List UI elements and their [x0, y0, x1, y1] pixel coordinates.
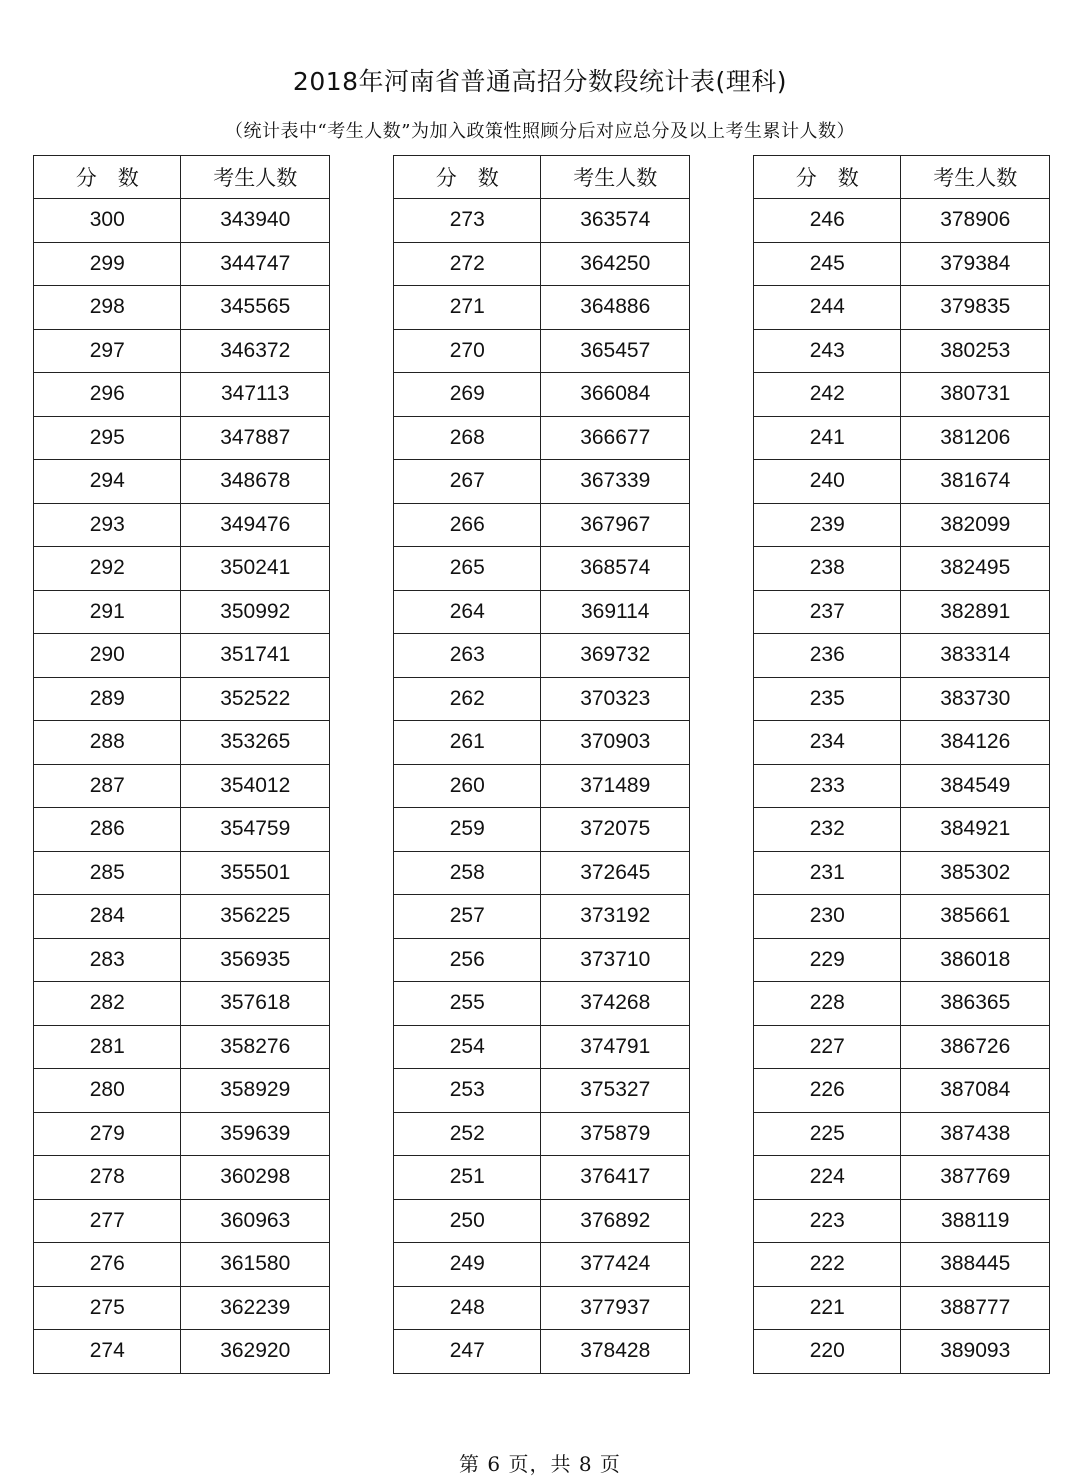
count-cell: 359639: [181, 1112, 330, 1156]
count-cell: 374268: [541, 982, 690, 1026]
table-row: [34, 199, 330, 243]
count-cell: 374791: [541, 1025, 690, 1069]
score-cell: 298: [34, 286, 181, 330]
table-row: [754, 634, 1050, 678]
count-cell: 363574: [541, 199, 690, 243]
table-row: [754, 677, 1050, 721]
score-cell: 253: [394, 1069, 541, 1113]
score-column-header: 分 数: [754, 156, 901, 199]
count-cell: 380731: [901, 373, 1050, 417]
count-cell: 350992: [181, 590, 330, 634]
count-cell: 388777: [901, 1286, 1050, 1330]
table-row: [34, 634, 330, 678]
table-row: [394, 286, 690, 330]
page-subtitle: （统计表中“考生人数”为加入政策性照顾分后对应总分及以上考生累计人数）: [225, 121, 855, 142]
score-cell: 257: [394, 895, 541, 939]
table-row: [34, 329, 330, 373]
table-header-row: [394, 156, 690, 199]
score-cell: 292: [34, 547, 181, 591]
table-row: [754, 1286, 1050, 1330]
score-cell: 230: [754, 895, 901, 939]
count-cell: 356935: [181, 938, 330, 982]
score-table-2: [393, 155, 690, 1374]
score-cell: 281: [34, 1025, 181, 1069]
score-cell: 277: [34, 1199, 181, 1243]
table-row: [394, 721, 690, 765]
table-row: [34, 721, 330, 765]
score-cell: 288: [34, 721, 181, 765]
table-row: [34, 1199, 330, 1243]
score-cell: 274: [34, 1330, 181, 1374]
score-cell: 272: [394, 242, 541, 286]
count-cell: 357618: [181, 982, 330, 1026]
score-cell: 234: [754, 721, 901, 765]
table-row: [34, 1330, 330, 1374]
count-cell: 379384: [901, 242, 1050, 286]
score-cell: 278: [34, 1156, 181, 1200]
score-cell: 250: [394, 1199, 541, 1243]
table-row: [754, 460, 1050, 504]
table-row: [394, 1112, 690, 1156]
count-cell: 361580: [181, 1243, 330, 1287]
count-cell: 386018: [901, 938, 1050, 982]
count-cell: 370323: [541, 677, 690, 721]
count-cell: 356225: [181, 895, 330, 939]
table-row: [394, 851, 690, 895]
count-cell: 382099: [901, 503, 1050, 547]
count-cell: 364886: [541, 286, 690, 330]
count-cell: 388119: [901, 1199, 1050, 1243]
table-row: [34, 1286, 330, 1330]
score-cell: 244: [754, 286, 901, 330]
table-row: [394, 764, 690, 808]
count-cell: 373710: [541, 938, 690, 982]
score-cell: 255: [394, 982, 541, 1026]
score-cell: 248: [394, 1286, 541, 1330]
score-cell: 295: [34, 416, 181, 460]
count-cell: 385302: [901, 851, 1050, 895]
score-cell: 238: [754, 547, 901, 591]
table-row: [394, 1330, 690, 1374]
score-column-header: 分 数: [34, 156, 181, 199]
score-cell: 229: [754, 938, 901, 982]
table-row: [34, 677, 330, 721]
score-cell: 249: [394, 1243, 541, 1287]
table-row: [754, 895, 1050, 939]
table-row: [394, 1069, 690, 1113]
table-header-row: [34, 156, 330, 199]
table-row: [394, 242, 690, 286]
score-cell: 269: [394, 373, 541, 417]
score-cell: 299: [34, 242, 181, 286]
count-cell: 384921: [901, 808, 1050, 852]
count-cell: 355501: [181, 851, 330, 895]
count-column-header: 考生人数: [181, 156, 330, 199]
score-cell: 297: [34, 329, 181, 373]
count-cell: 366677: [541, 416, 690, 460]
table-row: [754, 1025, 1050, 1069]
count-cell: 372645: [541, 851, 690, 895]
count-cell: 350241: [181, 547, 330, 591]
count-cell: 385661: [901, 895, 1050, 939]
count-cell: 378428: [541, 1330, 690, 1374]
score-cell: 254: [394, 1025, 541, 1069]
table-row: [394, 199, 690, 243]
score-cell: 262: [394, 677, 541, 721]
count-cell: 343940: [181, 199, 330, 243]
table-row: [34, 503, 330, 547]
score-cell: 245: [754, 242, 901, 286]
count-cell: 380253: [901, 329, 1050, 373]
count-cell: 378906: [901, 199, 1050, 243]
score-column-header: 分 数: [394, 156, 541, 199]
score-cell: 286: [34, 808, 181, 852]
table-row: [34, 851, 330, 895]
score-cell: 261: [394, 721, 541, 765]
table-row: [34, 938, 330, 982]
score-cell: 294: [34, 460, 181, 504]
count-cell: 387084: [901, 1069, 1050, 1113]
count-cell: 386726: [901, 1025, 1050, 1069]
table-row: [394, 590, 690, 634]
table-row: [754, 286, 1050, 330]
table-row: [754, 1112, 1050, 1156]
count-cell: 381206: [901, 416, 1050, 460]
count-cell: 377937: [541, 1286, 690, 1330]
page-title: 2018年河南省普通高招分数段统计表(理科): [292, 67, 788, 96]
table-row: [34, 1156, 330, 1200]
score-cell: 280: [34, 1069, 181, 1113]
count-cell: 349476: [181, 503, 330, 547]
score-cell: 221: [754, 1286, 901, 1330]
table-row: [34, 590, 330, 634]
table-row: [34, 547, 330, 591]
score-cell: 222: [754, 1243, 901, 1287]
score-cell: 268: [394, 416, 541, 460]
count-cell: 354012: [181, 764, 330, 808]
count-cell: 344747: [181, 242, 330, 286]
count-cell: 375879: [541, 1112, 690, 1156]
score-cell: 279: [34, 1112, 181, 1156]
count-cell: 354759: [181, 808, 330, 852]
count-cell: 372075: [541, 808, 690, 852]
score-cell: 236: [754, 634, 901, 678]
score-cell: 265: [394, 547, 541, 591]
count-cell: 389093: [901, 1330, 1050, 1374]
table-row: [754, 1330, 1050, 1374]
score-cell: 224: [754, 1156, 901, 1200]
count-cell: 383314: [901, 634, 1050, 678]
table-row: [394, 1199, 690, 1243]
score-table-1: [33, 155, 330, 1374]
table-row: [394, 503, 690, 547]
table-row: [394, 547, 690, 591]
score-cell: 270: [394, 329, 541, 373]
table-row: [754, 1243, 1050, 1287]
table-header-row: [754, 156, 1050, 199]
score-cell: 228: [754, 982, 901, 1026]
score-cell: 235: [754, 677, 901, 721]
table-row: [754, 590, 1050, 634]
score-cell: 242: [754, 373, 901, 417]
table-row: [34, 373, 330, 417]
score-cell: 241: [754, 416, 901, 460]
count-cell: 371489: [541, 764, 690, 808]
score-cell: 282: [34, 982, 181, 1026]
count-cell: 382891: [901, 590, 1050, 634]
count-column-header: 考生人数: [541, 156, 690, 199]
table-row: [754, 1069, 1050, 1113]
count-cell: 360963: [181, 1199, 330, 1243]
score-cell: 239: [754, 503, 901, 547]
score-cell: 246: [754, 199, 901, 243]
score-cell: 251: [394, 1156, 541, 1200]
count-cell: 347887: [181, 416, 330, 460]
score-cell: 220: [754, 1330, 901, 1374]
score-cell: 263: [394, 634, 541, 678]
count-cell: 346372: [181, 329, 330, 373]
table-row: [34, 286, 330, 330]
count-cell: 387769: [901, 1156, 1050, 1200]
count-cell: 348678: [181, 460, 330, 504]
score-table-3: [753, 155, 1050, 1374]
score-cell: 232: [754, 808, 901, 852]
table-row: [754, 1156, 1050, 1200]
count-cell: 366084: [541, 373, 690, 417]
count-cell: 386365: [901, 982, 1050, 1026]
count-cell: 347113: [181, 373, 330, 417]
score-cell: 271: [394, 286, 541, 330]
count-cell: 367967: [541, 503, 690, 547]
score-cell: 258: [394, 851, 541, 895]
score-cell: 296: [34, 373, 181, 417]
table-row: [394, 938, 690, 982]
table-row: [34, 1243, 330, 1287]
table-row: [394, 634, 690, 678]
count-cell: 370903: [541, 721, 690, 765]
count-cell: 369114: [541, 590, 690, 634]
count-column-header: 考生人数: [901, 156, 1050, 199]
count-cell: 345565: [181, 286, 330, 330]
count-cell: 368574: [541, 547, 690, 591]
score-cell: 284: [34, 895, 181, 939]
score-cell: 273: [394, 199, 541, 243]
table-row: [754, 329, 1050, 373]
table-row: [754, 242, 1050, 286]
score-cell: 300: [34, 199, 181, 243]
table-row: [394, 1243, 690, 1287]
count-cell: 383730: [901, 677, 1050, 721]
table-row: [394, 895, 690, 939]
table-row: [754, 1199, 1050, 1243]
count-cell: 353265: [181, 721, 330, 765]
count-cell: 362239: [181, 1286, 330, 1330]
score-cell: 233: [754, 764, 901, 808]
count-cell: 360298: [181, 1156, 330, 1200]
table-row: [754, 547, 1050, 591]
score-cell: 291: [34, 590, 181, 634]
score-cell: 256: [394, 938, 541, 982]
table-row: [34, 764, 330, 808]
score-cell: 247: [394, 1330, 541, 1374]
table-row: [394, 982, 690, 1026]
table-row: [34, 1025, 330, 1069]
count-cell: 352522: [181, 677, 330, 721]
score-cell: 259: [394, 808, 541, 852]
count-cell: 387438: [901, 1112, 1050, 1156]
table-row: [754, 764, 1050, 808]
table-row: [394, 1156, 690, 1200]
table-row: [34, 808, 330, 852]
score-cell: 287: [34, 764, 181, 808]
score-cell: 227: [754, 1025, 901, 1069]
score-cell: 267: [394, 460, 541, 504]
count-cell: 362920: [181, 1330, 330, 1374]
score-cell: 243: [754, 329, 901, 373]
table-row: [394, 677, 690, 721]
count-cell: 373192: [541, 895, 690, 939]
score-cell: 223: [754, 1199, 901, 1243]
count-cell: 376892: [541, 1199, 690, 1243]
score-cell: 252: [394, 1112, 541, 1156]
score-cell: 226: [754, 1069, 901, 1113]
count-cell: 377424: [541, 1243, 690, 1287]
score-cell: 231: [754, 851, 901, 895]
count-cell: 358929: [181, 1069, 330, 1113]
count-cell: 367339: [541, 460, 690, 504]
table-row: [754, 416, 1050, 460]
table-row: [34, 242, 330, 286]
count-cell: 382495: [901, 547, 1050, 591]
table-row: [394, 416, 690, 460]
count-cell: 375327: [541, 1069, 690, 1113]
table-row: [394, 1286, 690, 1330]
count-cell: 358276: [181, 1025, 330, 1069]
count-cell: 379835: [901, 286, 1050, 330]
table-row: [394, 808, 690, 852]
count-cell: 381674: [901, 460, 1050, 504]
count-cell: 351741: [181, 634, 330, 678]
table-row: [754, 721, 1050, 765]
table-row: [34, 460, 330, 504]
score-cell: 240: [754, 460, 901, 504]
score-cell: 225: [754, 1112, 901, 1156]
score-cell: 276: [34, 1243, 181, 1287]
score-cell: 275: [34, 1286, 181, 1330]
table-row: [34, 982, 330, 1026]
table-row: [34, 416, 330, 460]
score-cell: 283: [34, 938, 181, 982]
table-row: [394, 329, 690, 373]
count-cell: 365457: [541, 329, 690, 373]
table-row: [34, 895, 330, 939]
count-cell: 384549: [901, 764, 1050, 808]
table-row: [394, 460, 690, 504]
table-row: [754, 808, 1050, 852]
count-cell: 364250: [541, 242, 690, 286]
table-row: [754, 982, 1050, 1026]
table-row: [754, 373, 1050, 417]
score-cell: 289: [34, 677, 181, 721]
table-row: [394, 373, 690, 417]
count-cell: 384126: [901, 721, 1050, 765]
count-cell: 369732: [541, 634, 690, 678]
table-row: [754, 851, 1050, 895]
score-cell: 237: [754, 590, 901, 634]
table-row: [754, 199, 1050, 243]
table-row: [34, 1069, 330, 1113]
score-cell: 290: [34, 634, 181, 678]
score-cell: 264: [394, 590, 541, 634]
table-row: [754, 938, 1050, 982]
table-row: [754, 503, 1050, 547]
score-cell: 266: [394, 503, 541, 547]
count-cell: 376417: [541, 1156, 690, 1200]
score-cell: 285: [34, 851, 181, 895]
page-footer: 第 6 页，共 8 页: [459, 1452, 621, 1476]
count-cell: 388445: [901, 1243, 1050, 1287]
score-cell: 293: [34, 503, 181, 547]
table-row: [394, 1025, 690, 1069]
score-cell: 260: [394, 764, 541, 808]
table-row: [34, 1112, 330, 1156]
